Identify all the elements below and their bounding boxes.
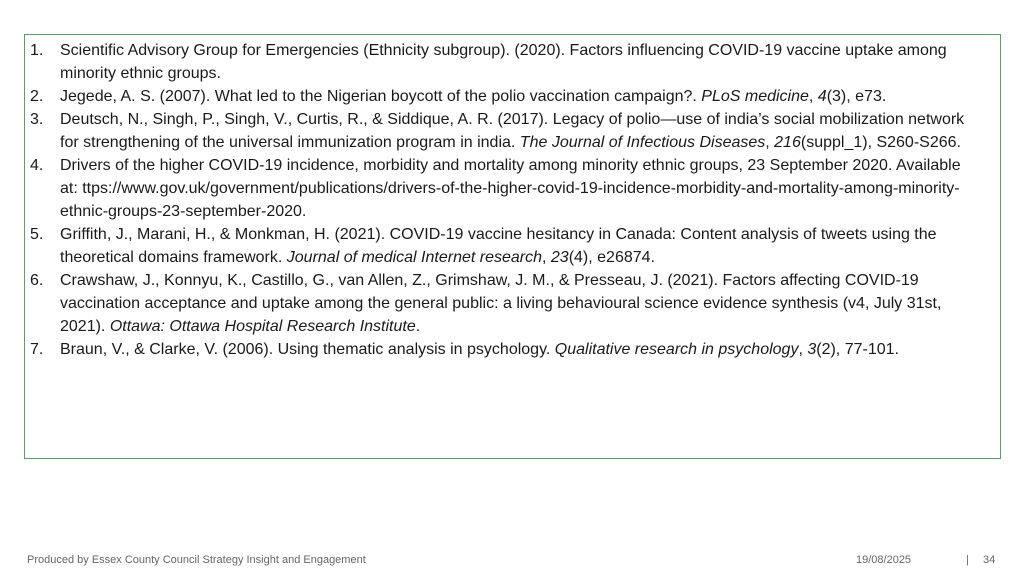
reference-segment: (4), e26874. xyxy=(568,249,655,266)
reference-text xyxy=(60,85,975,108)
reference-list xyxy=(30,39,975,361)
reference-italic-segment: 3 xyxy=(807,341,817,358)
reference-item xyxy=(30,39,975,85)
reference-segment: Crawshaw, J., Konnyu, K., Castillo, G., van Allen, Z., Grimshaw, J. M., & Presseau, J. (2021). Factors affecting COVID-19 vaccination acceptance and uptake among the general public: a living behavioural science evidence synthesis (v4, July 31st, 2021). xyxy=(60,272,942,335)
reference-segment: Scientific Advisory Group for Emergencies (Ethnicity subgroup). (2020). Factors influencing COVID-19 vaccine uptake among minority ethnic groups. xyxy=(60,42,947,82)
reference-text xyxy=(60,338,975,361)
reference-italic-segment: PLoS medicine xyxy=(701,88,809,105)
reference-number: 6. xyxy=(30,272,44,289)
reference-segment: Griffith, J., Marani, H., & Monkman, H. (2021). COVID-19 vaccine hesitancy in Canada: Content analysis of tweets using the theoretical domains framework. xyxy=(60,226,937,266)
reference-item xyxy=(30,338,975,361)
reference-italic-segment: 23 xyxy=(550,249,569,266)
reference-italic-segment: Ottawa: Ottawa Hospital Research Institute xyxy=(109,318,416,335)
reference-number: 4. xyxy=(30,157,44,174)
reference-text xyxy=(60,39,975,85)
reference-segment: Braun, V., & Clarke, V. (2006). Using thematic analysis in psychology. xyxy=(60,341,555,358)
reference-italic-segment: Qualitative research in psychology xyxy=(554,341,799,358)
reference-text xyxy=(60,269,975,338)
reference-segment: Deutsch, N., Singh, P., Singh, V., Curtis, R., & Siddique, A. R. (2017). Legacy of polio—use of india’s social mobilization network for strengthening of the universal immunization program in india. xyxy=(60,111,965,151)
footer-page-number: 34 xyxy=(983,554,996,566)
reference-italic-segment: 216 xyxy=(774,134,801,151)
reference-segment: Drivers of the higher COVID-19 incidence, morbidity and mortality among minority ethnic groups, 23 September 2020. Available at: ttps://www.gov.uk/government/publications/drivers-of-the-higher-covid-19-incidence-morbidity-and-mortality-among-minority-ethnic-groups-23-september-2020. xyxy=(60,157,961,220)
reference-number: 7. xyxy=(30,341,44,358)
footer-producer: Produced by Essex County Council Strategy Insight and Engagement xyxy=(27,554,366,566)
reference-number: 3. xyxy=(30,111,44,128)
reference-number: 1. xyxy=(30,42,44,59)
reference-text xyxy=(60,154,975,223)
reference-italic-segment: 4 xyxy=(817,88,827,105)
reference-segment: . xyxy=(415,318,421,335)
reference-segment: , xyxy=(798,341,808,358)
reference-segment: (3), e73. xyxy=(826,88,887,105)
reference-text xyxy=(60,108,975,154)
reference-item xyxy=(30,85,975,108)
reference-text xyxy=(60,223,975,269)
reference-segment: (2), 77-101. xyxy=(816,341,899,358)
reference-number: 2. xyxy=(30,88,44,105)
reference-italic-segment: Journal of medical Internet research xyxy=(286,249,543,266)
reference-item xyxy=(30,269,975,338)
footer-separator: | xyxy=(966,554,969,566)
reference-item xyxy=(30,154,975,223)
reference-italic-segment: The Journal of Infectious Diseases xyxy=(519,134,766,151)
reference-segment: , xyxy=(808,88,818,105)
reference-segment: , xyxy=(542,249,551,266)
reference-item xyxy=(30,108,975,154)
reference-segment: (suppl_1), S260-S266. xyxy=(800,134,961,151)
reference-segment: , xyxy=(765,134,775,151)
reference-number: 5. xyxy=(30,226,44,243)
reference-segment: Jegede, A. S. (2007). What led to the Nigerian boycott of the polio vaccination campaign?. xyxy=(60,88,702,105)
footer-date: 19/08/2025 xyxy=(856,554,912,566)
reference-item xyxy=(30,223,975,269)
